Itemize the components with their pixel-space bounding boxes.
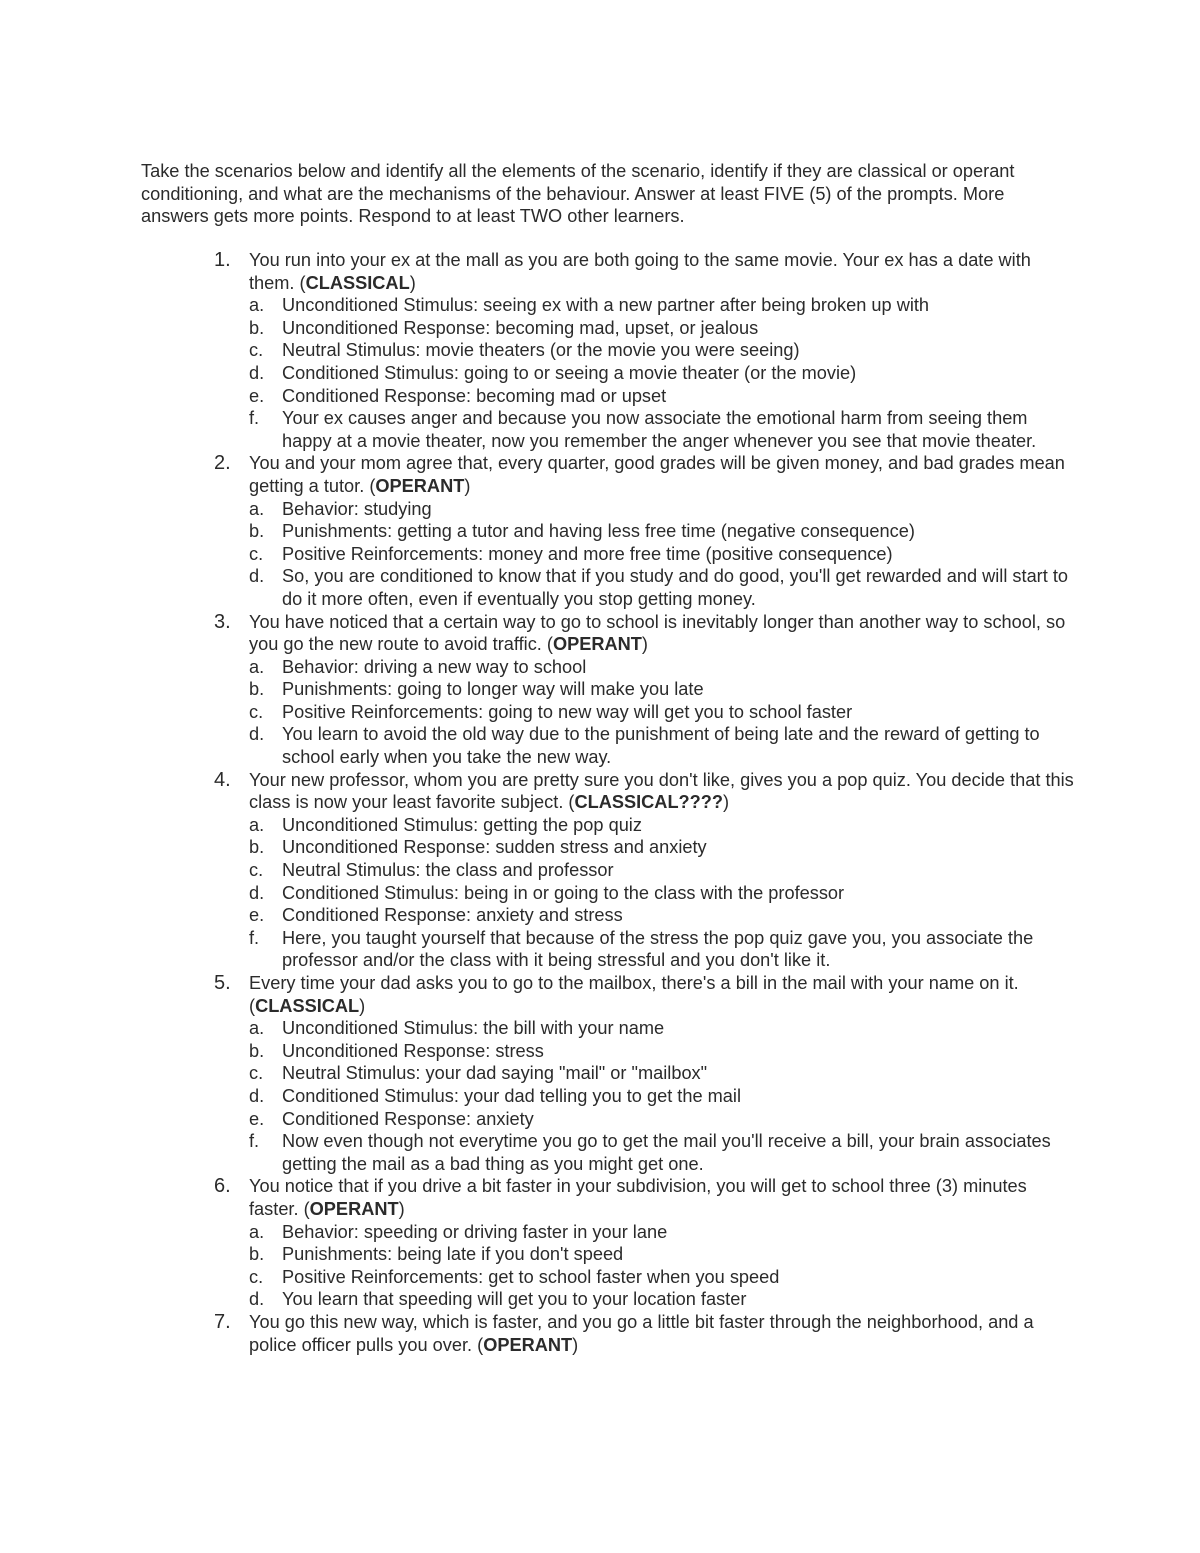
element-text: Conditioned Response: becoming mad or upset	[282, 385, 667, 406]
element-letter: b.	[249, 521, 265, 542]
element-text: So, you are conditioned to know that if you study and do good, you'll get rewarded and will start to do it more often, even if eventually you stop getting money.	[282, 566, 1069, 609]
scenario-element	[249, 1108, 1074, 1131]
closing-paren: )	[359, 995, 366, 1016]
scenario-element	[249, 1017, 1074, 1040]
scenario-element	[249, 1040, 1074, 1063]
element-text: Positive Reinforcements: get to school faster when you speed	[282, 1266, 780, 1287]
element-text: Now even though not everytime you go to get the mail you'll receive a bill, your brain associates getting the mail as a bad thing as you might get one.	[282, 1131, 1051, 1174]
conditioning-type-label: OPERANT	[309, 1198, 399, 1219]
element-letter: d.	[249, 362, 265, 383]
scenario-element	[249, 1266, 1074, 1289]
conditioning-type-label: CLASSICAL	[255, 995, 360, 1016]
scenario-list	[214, 249, 1074, 1356]
scenario-5	[214, 972, 1074, 1175]
scenario-text: Every time your dad asks you to go to the mailbox, there's a bill in the mail with your name on it. (	[249, 973, 1019, 1016]
element-letter: a.	[249, 1018, 265, 1039]
scenario-number: 7.	[214, 1310, 231, 1333]
element-letter: a.	[249, 295, 265, 316]
scenario-number: 2.	[214, 452, 231, 475]
scenario-text: Your new professor, whom you are pretty sure you don't like, gives you a pop quiz. You decide that this class is now your least favorite subject. (	[249, 769, 1074, 813]
closing-paren: )	[641, 634, 648, 655]
element-text: Neutral Stimulus: movie theaters (or the movie you were seeing)	[282, 340, 800, 361]
scenario-elements-list	[249, 498, 1074, 611]
element-text: Positive Reinforcements: going to new way will get you to school faster	[282, 701, 853, 722]
element-text: Conditioned Response: anxiety and stress	[282, 905, 623, 926]
element-letter: c.	[249, 340, 264, 361]
scenario-element	[249, 882, 1074, 905]
element-letter: c.	[249, 543, 264, 564]
element-letter: d.	[249, 882, 265, 903]
scenario-text: You notice that if you drive a bit faster in your subdivision, you will get to school three (3) minutes faster. (	[249, 1176, 1027, 1219]
element-letter: b.	[249, 317, 265, 338]
element-text: Unconditioned Stimulus: seeing ex with a new partner after being broken up with	[282, 295, 930, 316]
scenario-element	[249, 385, 1074, 408]
scenario-number: 4.	[214, 768, 231, 791]
element-text: Behavior: speeding or driving faster in your lane	[282, 1221, 668, 1242]
element-letter: a.	[249, 498, 265, 519]
conditioning-type-label: OPERANT	[483, 1334, 573, 1355]
scenario-element	[249, 339, 1074, 362]
element-text: You learn to avoid the old way due to the punishment of being late and the reward of getting to school early when you take the new way.	[282, 724, 1040, 768]
scenario-elements-list	[249, 1221, 1074, 1311]
element-text: You learn that speeding will get you to your location faster	[282, 1289, 747, 1310]
element-letter: d.	[249, 724, 265, 745]
conditioning-type-label: OPERANT	[552, 634, 642, 655]
closing-paren: )	[398, 1198, 405, 1219]
conditioning-type-label: CLASSICAL	[305, 272, 410, 293]
element-text: Your ex causes anger and because you now associate the emotional harm from seeing them happy at a movie theater, now you remember the anger whenever you see that movie theater.	[282, 408, 1037, 451]
element-letter: e.	[249, 385, 265, 406]
element-text: Conditioned Stimulus: going to or seeing a movie theater (or the movie)	[282, 362, 857, 383]
element-text: Conditioned Stimulus: your dad telling you to get the mail	[282, 1085, 741, 1106]
scenario-element	[249, 927, 1074, 972]
scenario-number: 6.	[214, 1175, 231, 1198]
scenario-4	[214, 769, 1074, 972]
element-text: Unconditioned Stimulus: the bill with your name	[282, 1018, 665, 1039]
scenario-elements-list	[249, 294, 1074, 452]
element-text: Neutral Stimulus: the class and professor	[282, 860, 614, 881]
element-letter: c.	[249, 701, 264, 722]
scenario-element	[249, 362, 1074, 385]
scenario-element	[249, 814, 1074, 837]
scenario-element	[249, 678, 1074, 701]
element-letter: a.	[249, 1221, 265, 1242]
scenario-element	[249, 1288, 1074, 1311]
element-text: Unconditioned Stimulus: getting the pop quiz	[282, 814, 642, 835]
instructions-paragraph: Take the scenarios below and identify all the elements of the scenario, identify if they are classical or operant conditioning, and what are the mechanisms of the behaviour. Answer at least FIVE (5) of the prompts. More answers gets more points. Respond to at least TWO other learners.	[141, 161, 1015, 227]
scenario-element	[249, 294, 1074, 317]
scenario-element	[249, 701, 1074, 724]
scenario-element	[249, 565, 1074, 610]
scenario-2	[214, 452, 1074, 610]
element-text: Neutral Stimulus: your dad saying "mail" or "mailbox"	[282, 1063, 708, 1084]
element-text: Conditioned Stimulus: being in or going to the class with the professor	[282, 882, 845, 903]
scenario-elements-list	[249, 656, 1074, 769]
scenario-element	[249, 520, 1074, 543]
element-text: Conditioned Response: anxiety	[282, 1108, 534, 1129]
scenario-number: 3.	[214, 610, 231, 633]
closing-paren: )	[723, 792, 730, 813]
element-letter: f.	[249, 927, 260, 948]
scenario-7	[214, 1311, 1074, 1356]
scenario-element	[249, 1130, 1074, 1175]
scenario-text: You have noticed that a certain way to go to school is inevitably longer than another way to school, so you go the new route to avoid traffic. (	[249, 611, 1066, 655]
scenario-number: 1.	[214, 249, 231, 271]
scenario-element	[249, 1221, 1074, 1244]
element-text: Unconditioned Response: stress	[282, 1040, 544, 1061]
scenario-number: 5.	[214, 972, 231, 994]
scenario-element	[249, 859, 1074, 882]
element-text: Unconditioned Response: sudden stress and anxiety	[282, 837, 707, 858]
closing-paren: )	[572, 1334, 579, 1355]
element-letter: b.	[249, 1244, 265, 1265]
element-letter: a.	[249, 656, 265, 677]
element-letter: a.	[249, 814, 265, 835]
scenario-elements-list	[249, 814, 1074, 972]
element-letter: b.	[249, 1040, 265, 1061]
element-letter: e.	[249, 1108, 265, 1129]
scenario-element	[249, 317, 1074, 340]
scenario-element	[249, 1243, 1074, 1266]
scenario-element	[249, 543, 1074, 566]
scenario-element	[249, 407, 1074, 452]
scenario-text: You run into your ex at the mall as you are both going to the same movie. Your ex has a date with them. (	[249, 250, 1031, 293]
element-text: Positive Reinforcements: money and more free time (positive consequence)	[282, 543, 893, 564]
element-letter: e.	[249, 905, 265, 926]
scenario-3	[214, 611, 1074, 769]
element-letter: f.	[249, 408, 260, 429]
scenario-element	[249, 498, 1074, 521]
closing-paren: )	[409, 272, 416, 293]
scenario-element	[249, 1062, 1074, 1085]
scenario-text: You go this new way, which is faster, and you go a little bit faster through the neighborhood, and a police officer pulls you over. (	[249, 1311, 1034, 1355]
scenario-1	[214, 249, 1074, 452]
element-text: Behavior: driving a new way to school	[282, 656, 587, 677]
element-letter: b.	[249, 679, 265, 700]
element-text: Punishments: getting a tutor and having less free time (negative consequence)	[282, 521, 915, 542]
conditioning-type-label: OPERANT	[375, 475, 465, 496]
element-text: Punishments: being late if you don't speed	[282, 1244, 624, 1265]
scenario-text: You and your mom agree that, every quarter, good grades will be given money, and bad grades mean getting a tutor. (	[249, 453, 1065, 496]
element-letter: d.	[249, 566, 265, 587]
scenario-6	[214, 1175, 1074, 1311]
element-text: Punishments: going to longer way will make you late	[282, 679, 704, 700]
scenario-element	[249, 656, 1074, 679]
conditioning-type-label: CLASSICAL????	[574, 792, 723, 813]
element-letter: c.	[249, 1266, 264, 1287]
element-text: Unconditioned Response: becoming mad, upset, or jealous	[282, 317, 759, 338]
element-letter: c.	[249, 1063, 264, 1084]
scenario-element	[249, 723, 1074, 768]
element-letter: c.	[249, 860, 264, 881]
element-text: Behavior: studying	[282, 498, 432, 519]
scenario-element	[249, 836, 1074, 859]
element-letter: d.	[249, 1085, 265, 1106]
element-letter: f.	[249, 1131, 260, 1152]
scenario-element	[249, 1085, 1074, 1108]
element-text: Here, you taught yourself that because of the stress the pop quiz gave you, you associate the professor and/or the class with it being stressful and you don't like it.	[282, 927, 1034, 971]
closing-paren: )	[464, 475, 471, 496]
element-letter: b.	[249, 837, 265, 858]
scenario-element	[249, 904, 1074, 927]
scenario-elements-list	[249, 1017, 1074, 1175]
element-letter: d.	[249, 1289, 265, 1310]
